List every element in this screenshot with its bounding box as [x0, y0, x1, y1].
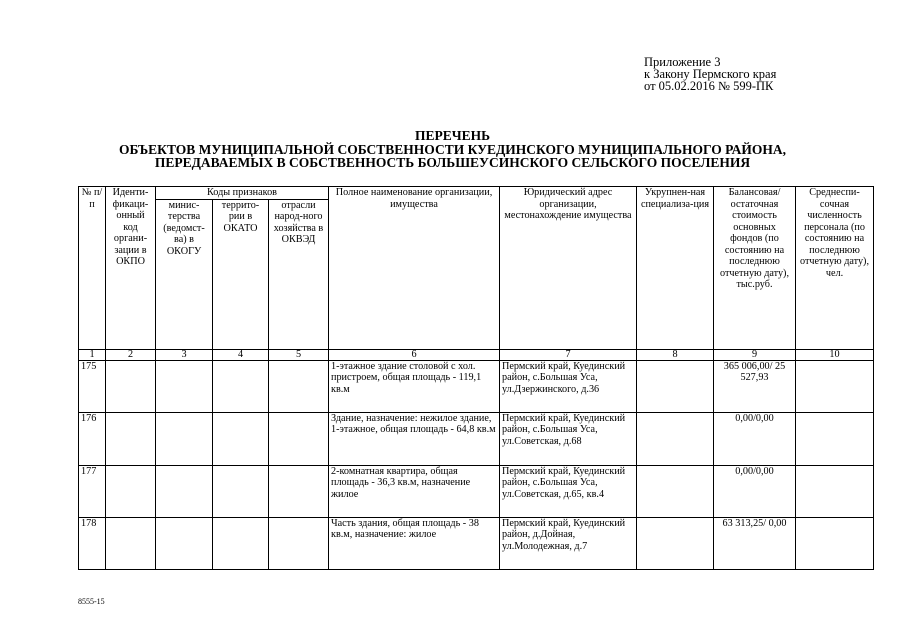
- appendix-line-3: от 05.02.2016 № 599-ПК: [644, 79, 774, 93]
- column-number: 8: [637, 349, 714, 360]
- spec-cell: [637, 517, 714, 569]
- okpo-cell: [106, 465, 156, 517]
- row-number: 175: [79, 360, 106, 412]
- footer-code: 8555-15: [78, 597, 105, 606]
- header-codes-group: Коды признаков: [156, 187, 329, 200]
- title-line-1: ПЕРЕЧЕНЬ: [414, 128, 491, 143]
- header-staff: Среднеспи-сочная численность персонала (по состоянию на последнюю отчетную дату), чел.: [796, 187, 874, 350]
- property-table: [78, 186, 874, 570]
- appendix-line-1: Приложение 3: [644, 55, 721, 69]
- property-name-cell: Здание, назначение: нежилое здание, 1-этажное, общая площадь - 64,8 кв.м: [329, 412, 500, 465]
- column-number: 4: [213, 349, 269, 360]
- staff-cell: [796, 517, 874, 569]
- okogu-cell: [156, 360, 213, 412]
- spec-cell: [637, 465, 714, 517]
- appendix-line-2: к Закону Пермского края: [644, 67, 777, 81]
- address-cell: Пермский край, Куединский район, с.Большая Уса, ул.Советская, д.68: [500, 412, 637, 465]
- header-okato: террито-рии в ОКАТО: [213, 199, 269, 349]
- okogu-cell: [156, 517, 213, 569]
- okato-cell: [213, 465, 269, 517]
- okpo-cell: [106, 517, 156, 569]
- column-number: 3: [156, 349, 213, 360]
- property-name-cell: 1-этажное здание столовой с хол. пристроем, общая площадь - 119,1 кв.м: [329, 360, 500, 412]
- okato-cell: [213, 360, 269, 412]
- address-cell: Пермский край, Куединский район, с.Большая Уса, ул.Дзержинского, д.36: [500, 360, 637, 412]
- column-number: 2: [106, 349, 156, 360]
- okpo-cell: [106, 360, 156, 412]
- header-num: № п/п: [79, 187, 106, 350]
- header-okogu: минис-терства (ведомст-ва) в ОКОГУ: [156, 199, 213, 349]
- property-name-cell: Часть здания, общая площадь - 38 кв.м, назначение: жилое: [329, 517, 500, 569]
- row-number: 177: [79, 465, 106, 517]
- row-number: 176: [79, 412, 106, 465]
- staff-cell: [796, 465, 874, 517]
- table-row: [79, 360, 874, 412]
- title-line-2: ОБЪЕКТОВ МУНИЦИПАЛЬНОЙ СОБСТВЕННОСТИ КУЕДИНСКОГО МУНИЦИПАЛЬНОГО РАЙОНА,: [118, 141, 787, 157]
- row-number: 178: [79, 517, 106, 569]
- okpo-cell: [106, 412, 156, 465]
- balance-cell: 365 006,00/ 25 527,93: [714, 360, 796, 412]
- header-balance: Балансовая/ остаточная стоимость основных фондов (по состоянию на последнюю отчетную дату), тыс.руб.: [714, 187, 796, 350]
- header-okved: отрасли народ-ного хозяйства в ОКВЭД: [269, 199, 329, 349]
- column-number: 9: [714, 349, 796, 360]
- okved-cell: [269, 465, 329, 517]
- okogu-cell: [156, 465, 213, 517]
- header-name: Полное наименование организации, имущества: [329, 187, 500, 350]
- staff-cell: [796, 360, 874, 412]
- table-row: [79, 412, 874, 465]
- table-row: [79, 517, 874, 569]
- document-title: [0, 129, 905, 170]
- header-spec: Укрупнен-ная специализа-ция: [637, 187, 714, 350]
- spec-cell: [637, 360, 714, 412]
- balance-cell: 0,00/0,00: [714, 412, 796, 465]
- header-row-1: [79, 187, 874, 200]
- staff-cell: [796, 412, 874, 465]
- column-number-row: [79, 349, 874, 360]
- column-number: 10: [796, 349, 874, 360]
- balance-cell: 63 313,25/ 0,00: [714, 517, 796, 569]
- okved-cell: [269, 412, 329, 465]
- okato-cell: [213, 517, 269, 569]
- address-cell: Пермский край, Куединский район, д.Дойная, ул.Молодежная, д.7: [500, 517, 637, 569]
- okato-cell: [213, 412, 269, 465]
- balance-cell: 0,00/0,00: [714, 465, 796, 517]
- spec-cell: [637, 412, 714, 465]
- column-number: 5: [269, 349, 329, 360]
- okved-cell: [269, 517, 329, 569]
- header-address: Юридический адрес организации, местонахождение имущества: [500, 187, 637, 350]
- column-number: 1: [79, 349, 106, 360]
- address-cell: Пермский край, Куединский район, с.Большая Уса, ул.Советская, д.65, кв.4: [500, 465, 637, 517]
- table-row: [79, 465, 874, 517]
- column-number: 7: [500, 349, 637, 360]
- column-number: 6: [329, 349, 500, 360]
- okved-cell: [269, 360, 329, 412]
- okogu-cell: [156, 412, 213, 465]
- appendix-block: [644, 56, 864, 92]
- property-name-cell: 2-комнатная квартира, общая площадь - 36,3 кв.м, назначение жилое: [329, 465, 500, 517]
- header-okpo: Иденти-фикаци-онный код органи-зации в ОКПО: [106, 187, 156, 350]
- title-line-3: ПЕРЕДАВАЕМЫХ В СОБСТВЕННОСТЬ БОЛЬШЕУСИНСКОГО СЕЛЬСКОГО ПОСЕЛЕНИЯ: [154, 155, 751, 170]
